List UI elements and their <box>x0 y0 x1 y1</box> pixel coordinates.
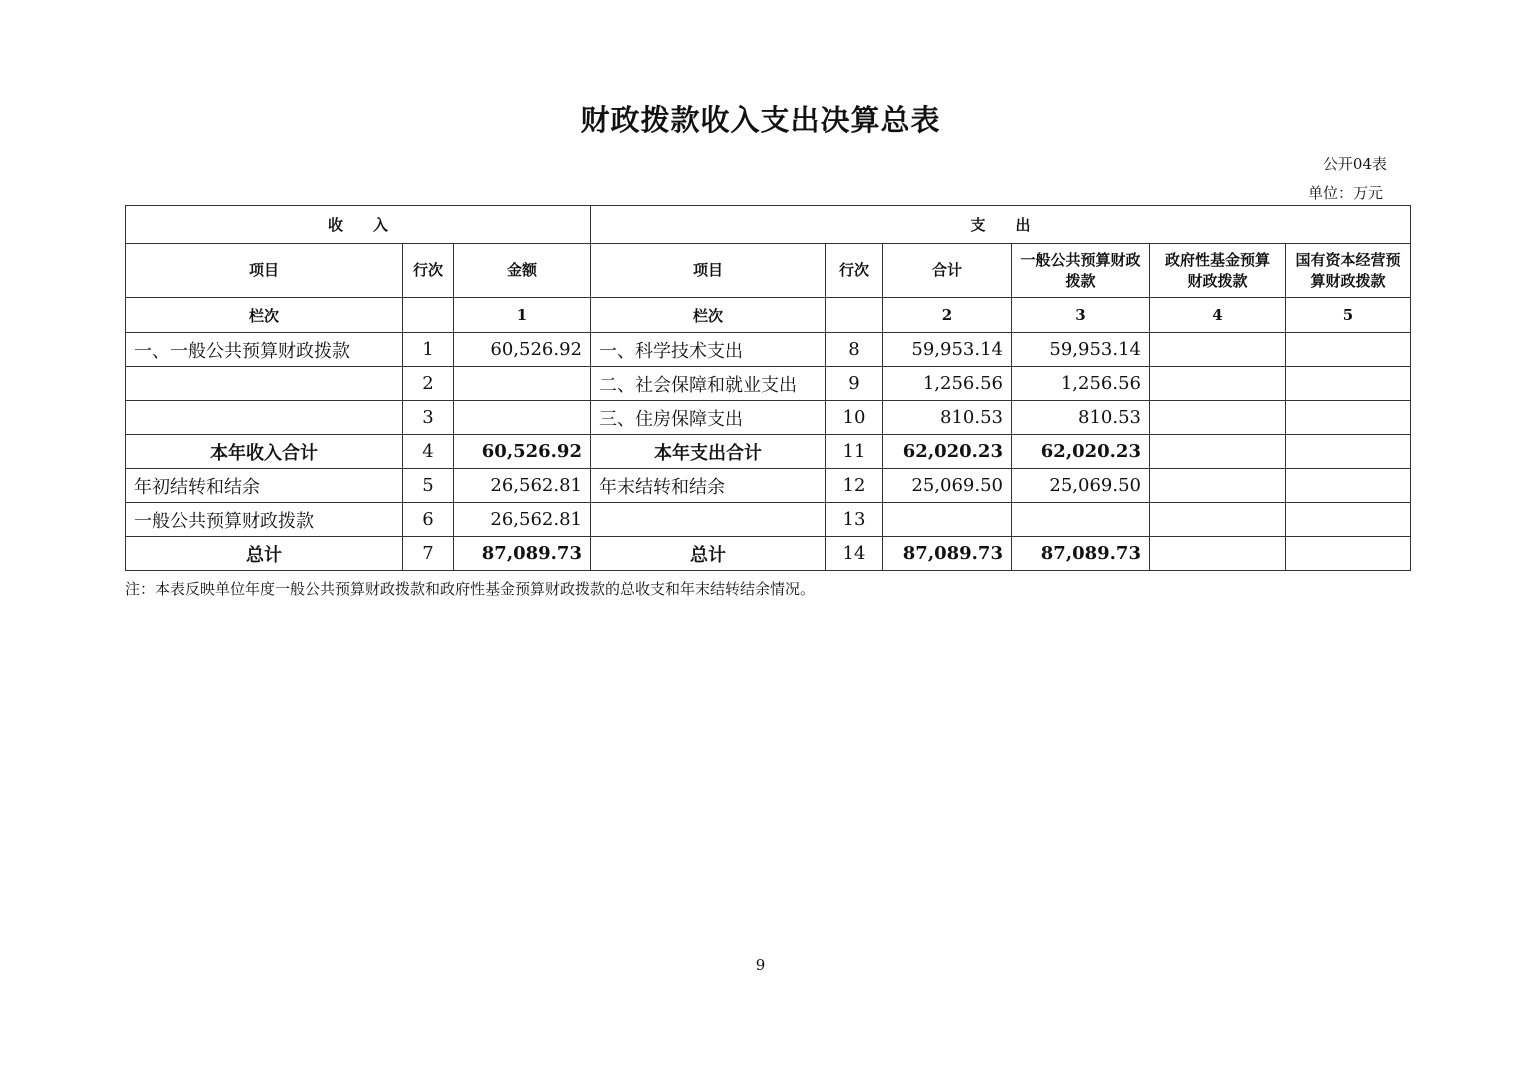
income-line: 5 <box>403 469 454 503</box>
expense-item: 二、社会保障和就业支出 <box>591 367 826 401</box>
table-row <box>126 469 1411 503</box>
expense-general: 59,953.14 <box>1012 333 1150 367</box>
expense-state <box>1286 435 1411 469</box>
expense-line: 14 <box>826 537 883 571</box>
income-item: 年初结转和结余 <box>126 469 403 503</box>
income-line: 4 <box>403 435 454 469</box>
expense-total: 25,069.50 <box>883 469 1012 503</box>
expense-total: 59,953.14 <box>883 333 1012 367</box>
expense-general: 87,089.73 <box>1012 537 1150 571</box>
expense-general: 25,069.50 <box>1012 469 1150 503</box>
expense-total: 810.53 <box>883 401 1012 435</box>
empty-cell <box>403 298 454 333</box>
table-row-subtotal <box>126 435 1411 469</box>
income-item: 一般公共预算财政拨款 <box>126 503 403 537</box>
expense-item: 本年支出合计 <box>591 435 826 469</box>
income-amount: 26,562.81 <box>454 503 591 537</box>
income-amount: 60,526.92 <box>454 435 591 469</box>
income-amount <box>454 401 591 435</box>
expense-line: 11 <box>826 435 883 469</box>
table-note: 注：本表反映单位年度一般公共预算财政拨款和政府性基金预算财政拨款的总收支和年末结转结余情况。 <box>125 580 816 598</box>
col-income-amount: 金额 <box>454 244 591 298</box>
expense-item: 总计 <box>591 537 826 571</box>
income-header: 收 入 <box>126 206 591 244</box>
expense-item <box>591 503 826 537</box>
expense-fund <box>1150 333 1286 367</box>
expense-fund <box>1150 435 1286 469</box>
expense-fund <box>1150 503 1286 537</box>
expense-state <box>1286 401 1411 435</box>
table-row <box>126 367 1411 401</box>
income-line: 3 <box>403 401 454 435</box>
income-item <box>126 367 403 401</box>
col-gov-fund: 政府性基金预算财政拨款 <box>1150 244 1286 298</box>
expense-line: 8 <box>826 333 883 367</box>
expense-state <box>1286 503 1411 537</box>
expense-total <box>883 503 1012 537</box>
expense-state <box>1286 333 1411 367</box>
form-code: 公开04表 <box>1322 155 1387 173</box>
expense-item: 年末结转和结余 <box>591 469 826 503</box>
expense-item: 一、科学技术支出 <box>591 333 826 367</box>
expense-general: 62,020.23 <box>1012 435 1150 469</box>
income-amount: 26,562.81 <box>454 469 591 503</box>
col-total: 合计 <box>883 244 1012 298</box>
unit-label: 单位：万元 <box>1307 184 1383 202</box>
empty-cell <box>826 298 883 333</box>
col-number: 3 <box>1012 298 1150 333</box>
expense-state <box>1286 537 1411 571</box>
income-item: 一、一般公共预算财政拨款 <box>126 333 403 367</box>
expense-general: 810.53 <box>1012 401 1150 435</box>
expense-general <box>1012 503 1150 537</box>
income-item: 本年收入合计 <box>126 435 403 469</box>
col-income-item: 项目 <box>126 244 403 298</box>
income-item <box>126 401 403 435</box>
expense-total: 62,020.23 <box>883 435 1012 469</box>
expense-total: 87,089.73 <box>883 537 1012 571</box>
col-number: 2 <box>883 298 1012 333</box>
income-amount: 87,089.73 <box>454 537 591 571</box>
col-income-line: 行次 <box>403 244 454 298</box>
col-state-capital: 国有资本经营预算财政拨款 <box>1286 244 1411 298</box>
header-row-column-numbers <box>126 298 1411 333</box>
expense-line: 10 <box>826 401 883 435</box>
col-number: 1 <box>454 298 591 333</box>
header-row-sections <box>126 206 1411 244</box>
col-number: 4 <box>1150 298 1286 333</box>
table-row-grand-total <box>126 537 1411 571</box>
expense-line: 12 <box>826 469 883 503</box>
expense-fund <box>1150 401 1286 435</box>
col-number: 5 <box>1286 298 1411 333</box>
lanci-label: 栏次 <box>126 298 403 333</box>
expense-item: 三、住房保障支出 <box>591 401 826 435</box>
income-line: 1 <box>403 333 454 367</box>
income-amount: 60,526.92 <box>454 333 591 367</box>
expense-state <box>1286 367 1411 401</box>
expense-header: 支 出 <box>591 206 1411 244</box>
expense-fund <box>1150 367 1286 401</box>
expense-state <box>1286 469 1411 503</box>
col-general-budget: 一般公共预算财政拨款 <box>1012 244 1150 298</box>
expense-fund <box>1150 469 1286 503</box>
page-number: 9 <box>755 956 766 974</box>
table-row <box>126 401 1411 435</box>
expense-line: 13 <box>826 503 883 537</box>
income-line: 7 <box>403 537 454 571</box>
income-line: 6 <box>403 503 454 537</box>
expense-fund <box>1150 537 1286 571</box>
page-title: 财政拨款收入支出决算总表 <box>580 103 941 137</box>
table-row <box>126 333 1411 367</box>
table-row <box>126 503 1411 537</box>
col-expense-line: 行次 <box>826 244 883 298</box>
expense-total: 1,256.56 <box>883 367 1012 401</box>
expense-line: 9 <box>826 367 883 401</box>
income-amount <box>454 367 591 401</box>
col-expense-item: 项目 <box>591 244 826 298</box>
expense-general: 1,256.56 <box>1012 367 1150 401</box>
lanci-label: 栏次 <box>591 298 826 333</box>
header-row-columns <box>126 244 1411 298</box>
income-line: 2 <box>403 367 454 401</box>
income-item: 总计 <box>126 537 403 571</box>
budget-summary-table <box>125 205 1411 571</box>
